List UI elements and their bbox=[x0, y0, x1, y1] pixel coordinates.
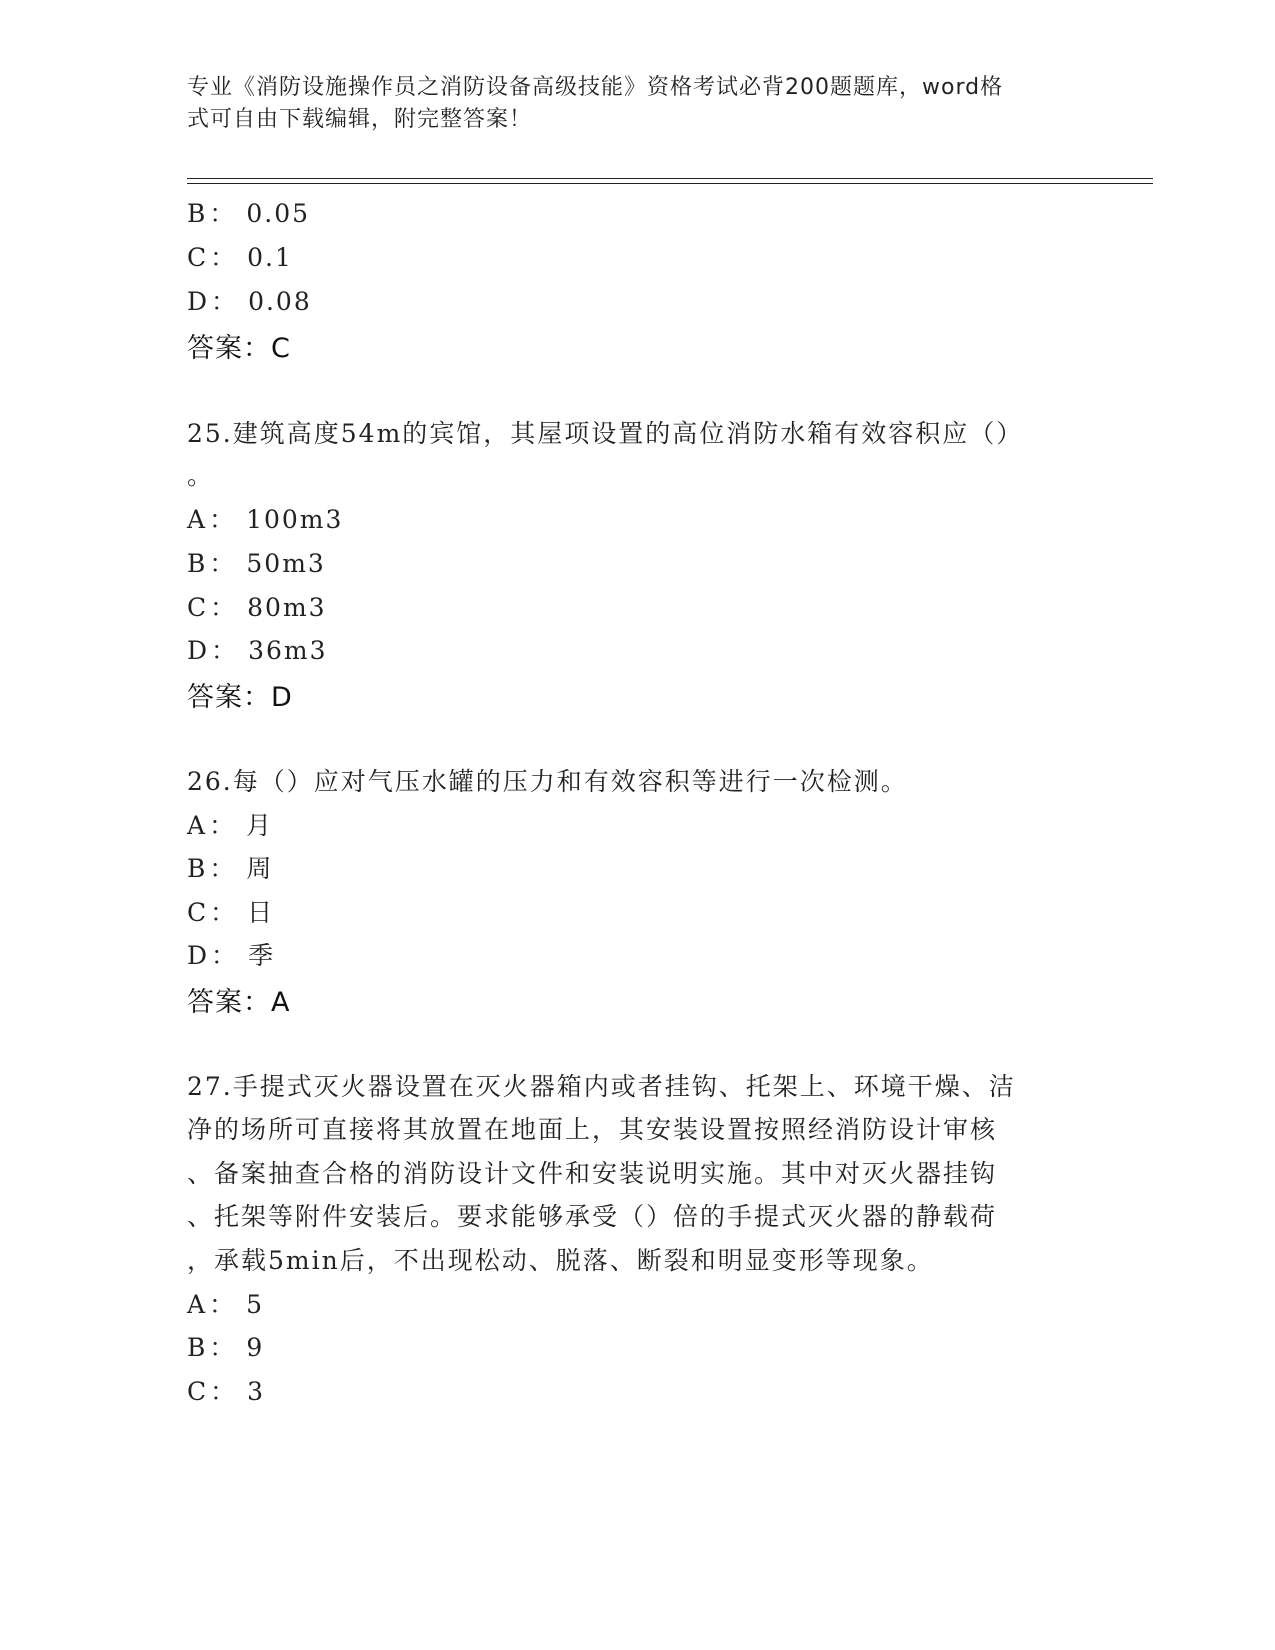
option-letter: A bbox=[187, 811, 208, 840]
option-letter: B bbox=[187, 1333, 208, 1362]
header-divider-top bbox=[187, 178, 1153, 179]
q27-stem-line-1: 27.手提式灭火器设置在灭火器箱内或者挂钩、托架上、环境干燥、洁 bbox=[187, 1072, 1016, 1101]
option-separator: ： bbox=[210, 1377, 238, 1406]
option-separator: ： bbox=[210, 243, 238, 272]
header-divider-bottom bbox=[187, 183, 1153, 184]
q25-stem-line-2: 。 bbox=[187, 461, 215, 490]
header-line-1: 专业《消防设施操作员之消防设备高级技能》资格考试必背200题题库，word格 bbox=[187, 75, 1004, 100]
option-separator: ： bbox=[209, 1333, 237, 1362]
option-separator: ： bbox=[211, 287, 239, 316]
option-letter: B bbox=[187, 854, 208, 883]
q25-option-c bbox=[187, 588, 327, 624]
q27-option-a bbox=[187, 1285, 264, 1321]
option-letter: D bbox=[187, 636, 210, 665]
option-text: 100m3 bbox=[246, 505, 344, 534]
option-letter: D bbox=[187, 941, 210, 970]
option-separator: ： bbox=[209, 1290, 237, 1319]
option-text: 36m3 bbox=[248, 636, 328, 665]
option-text: 5 bbox=[246, 1290, 264, 1319]
option-separator: ： bbox=[211, 941, 239, 970]
option-separator: ： bbox=[210, 593, 238, 622]
option-letter: C bbox=[187, 898, 209, 927]
q26-option-c bbox=[187, 893, 274, 929]
option-letter: A bbox=[187, 505, 208, 534]
q24-option-c bbox=[187, 238, 293, 274]
option-text: 50m3 bbox=[246, 549, 326, 578]
option-separator: ： bbox=[209, 549, 237, 578]
option-text: 9 bbox=[246, 1333, 265, 1362]
q26-stem-line-1: 26.每（）应对气压水罐的压力和有效容积等进行一次检测。 bbox=[187, 767, 908, 796]
option-text: 日 bbox=[247, 898, 275, 927]
q24-option-d bbox=[187, 282, 312, 318]
q25-answer: 答案：D bbox=[187, 682, 293, 713]
q27-stem-line-5: ，承载5min后，不出现松动、脱落、断裂和明显变形等现象。 bbox=[187, 1246, 934, 1275]
q27-option-c bbox=[187, 1372, 265, 1408]
q26-answer: 答案：A bbox=[187, 987, 291, 1018]
option-separator: ： bbox=[210, 898, 238, 927]
q24-answer: 答案：C bbox=[187, 333, 291, 364]
q27-option-b bbox=[187, 1328, 264, 1364]
option-text: 0.05 bbox=[246, 199, 311, 228]
document-header bbox=[187, 72, 1067, 136]
option-separator: ： bbox=[211, 636, 239, 665]
option-text: 0.08 bbox=[248, 287, 312, 316]
q26-option-b bbox=[187, 849, 273, 885]
option-text: 3 bbox=[247, 1377, 266, 1406]
q25-option-b bbox=[187, 544, 326, 580]
q25-option-d bbox=[187, 631, 328, 667]
option-letter: B bbox=[187, 199, 208, 228]
option-letter: C bbox=[187, 1377, 209, 1406]
q26-option-a bbox=[187, 806, 273, 842]
option-text: 80m3 bbox=[247, 593, 327, 622]
option-separator: ： bbox=[209, 505, 237, 534]
option-text: 月 bbox=[246, 811, 274, 840]
option-text: 周 bbox=[246, 854, 274, 883]
q27-stem-line-3: 、备案抽查合格的消防设计文件和安装说明实施。其中对灭火器挂钩 bbox=[187, 1159, 998, 1188]
option-separator: ： bbox=[209, 199, 237, 228]
option-letter: C bbox=[187, 593, 209, 622]
q25-option-a bbox=[187, 500, 343, 536]
option-letter: D bbox=[187, 287, 210, 316]
header-line-2: 式可自由下载编辑，附完整答案！ bbox=[187, 107, 533, 132]
q26-option-d bbox=[187, 936, 275, 972]
q27-stem-line-4: 、托架等附件安装后。要求能够承受（）倍的手提式灭火器的静载荷 bbox=[187, 1202, 998, 1231]
option-text: 0.1 bbox=[247, 243, 293, 272]
q24-option-b bbox=[187, 194, 310, 230]
q27-stem-line-2: 净的场所可直接将其放置在地面上，其安装设置按照经消防设计审核 bbox=[187, 1115, 998, 1144]
option-letter: C bbox=[187, 243, 209, 272]
option-letter: A bbox=[187, 1290, 208, 1319]
q25-stem-line-1: 25.建筑高度54m的宾馆，其屋项设置的高位消防水箱有效容积应（） bbox=[187, 419, 1024, 448]
option-text: 季 bbox=[248, 941, 276, 970]
option-separator: ： bbox=[209, 811, 237, 840]
option-letter: B bbox=[187, 549, 208, 578]
option-separator: ： bbox=[209, 854, 237, 883]
